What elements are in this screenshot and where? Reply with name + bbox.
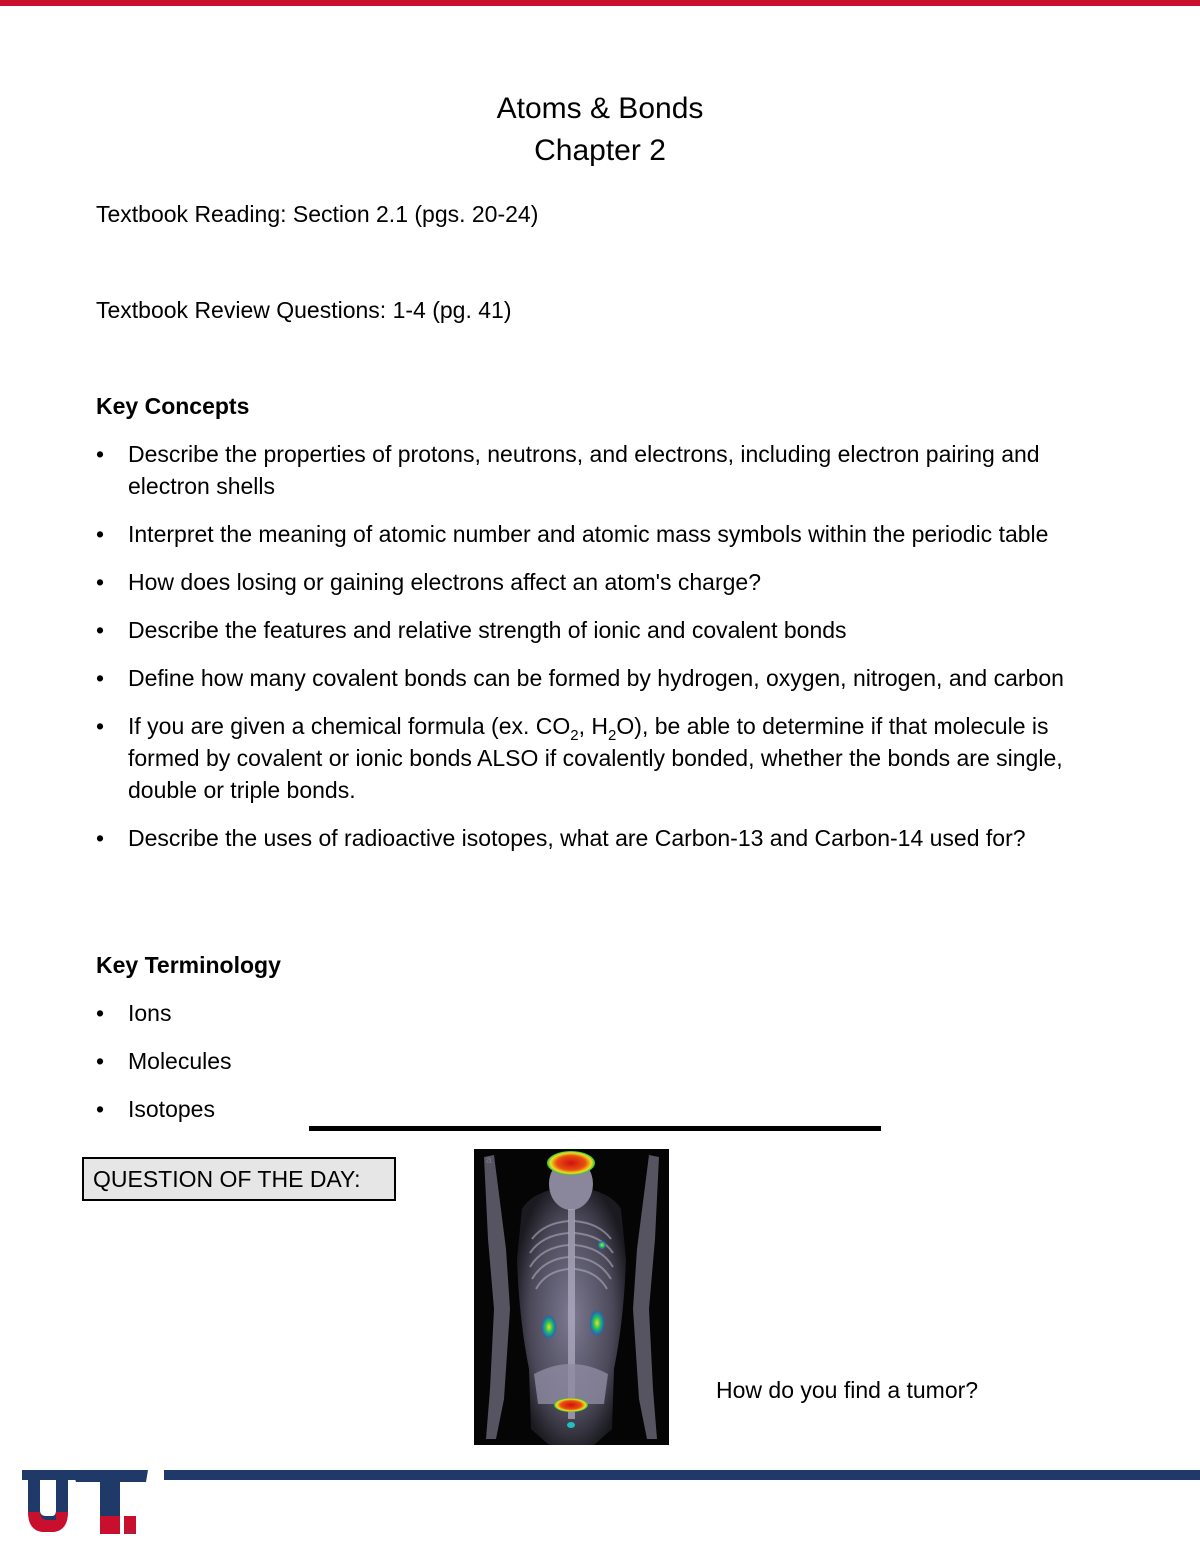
formula-co2-subscript: 2 [570,727,579,744]
pet-scan-image [474,1149,669,1445]
question-of-the-day-label: QUESTION OF THE DAY: [93,1166,361,1192]
formula-intro: If you are given a chemical formula (ex. [128,713,536,739]
section-divider [309,1126,881,1131]
document-title [0,88,1200,172]
footer-rule [164,1470,1200,1480]
formula-co2: CO [535,713,571,739]
logo-trademark: ™ [126,1531,133,1538]
textbook-reading: Textbook Reading: Section 2.1 (pgs. 20-24) [96,201,539,227]
list-item: • Isotopes [96,1093,1116,1125]
list-item [96,710,1116,806]
pet-scan-illustration [474,1149,669,1445]
formula-h2o-subscript: 2 [608,727,617,744]
key-terminology-list [96,997,1116,1141]
title-chapter: Chapter 2 [534,134,666,167]
question-of-the-day-box [82,1157,396,1201]
list-item: • Interpret the meaning of atomic number and atomic mass symbols within the periodic table [96,518,1116,550]
formula-h2o-h: H [591,713,609,739]
formula-rest: ), be able to determine if that molecule is formed by covalent or ionic bonds ALSO if covalently bonded, whether the bonds are single, double or triple bonds. [128,713,1063,803]
list-item: • How does losing or gaining electrons affect an atom's charge? [96,566,1116,598]
list-item: • Ions [96,997,1116,1029]
textbook-review-questions: Textbook Review Questions: 1-4 (pg. 41) [96,297,512,323]
key-concepts-list [96,438,1116,870]
list-item: • Describe the features and relative strength of ionic and covalent bonds [96,614,1116,646]
title-main: Atoms & Bonds [496,92,704,125]
formula-h2o-o: O [616,713,635,739]
list-item: • Describe the uses of radioactive isotopes, what are Carbon-13 and Carbon-14 used for? [96,822,1116,854]
key-terminology-heading: Key Terminology [96,952,281,978]
tumor-question: How do you find a tumor? [716,1377,979,1403]
ut-logo [20,1466,152,1538]
key-concepts-heading: Key Concepts [96,393,250,419]
formula-separator: , [578,713,592,739]
header-accent-rule [0,0,1200,6]
list-item: • Molecules [96,1045,1116,1077]
list-item: • Define how many covalent bonds can be formed by hydrogen, oxygen, nitrogen, and carbon [96,662,1116,694]
list-item: • Describe the properties of protons, neutrons, and electrons, including electron pairing and electron shells [96,438,1116,502]
